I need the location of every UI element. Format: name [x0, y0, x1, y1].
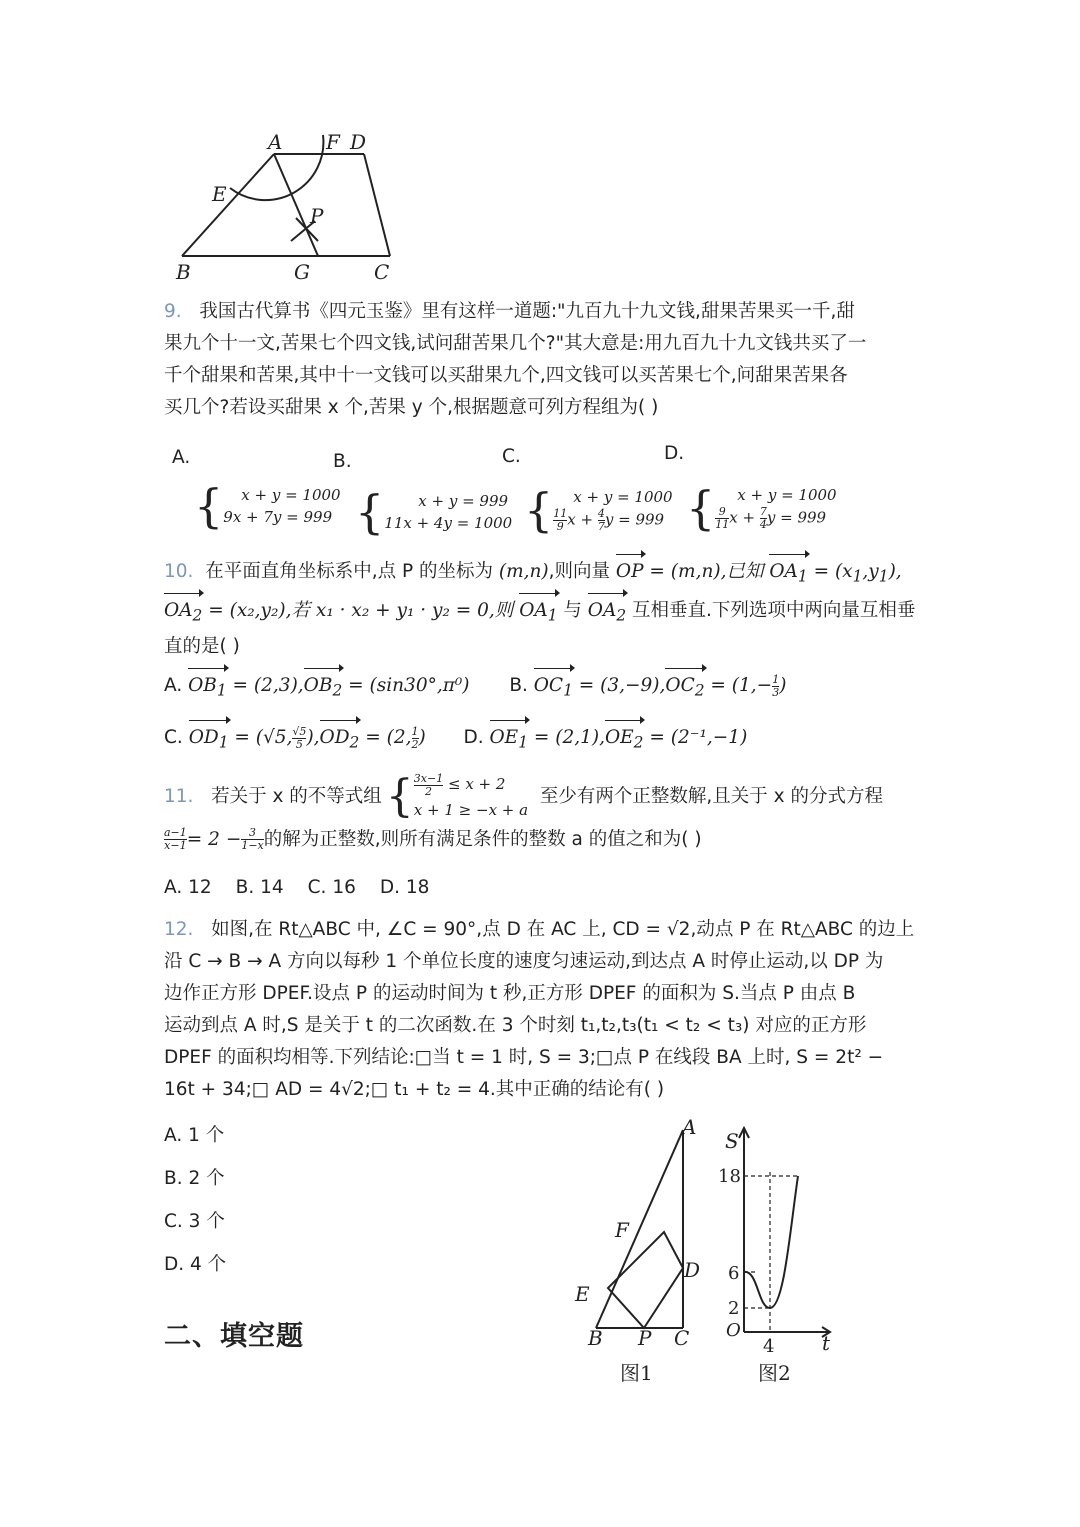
- equation: [553, 508, 672, 533]
- fig2-origin: O: [726, 1320, 741, 1341]
- fig2-tick-4: 4: [763, 1336, 775, 1357]
- vector-name: OA: [769, 561, 798, 582]
- q9-option-d-system: { x + y = 1000 $\frac{9}{11}$ x + $\frac{7}{4}$ y = 999: [686, 480, 837, 535]
- fig8-label-E: E: [212, 182, 227, 206]
- vector-name: OC: [533, 675, 564, 696]
- fraction-num: 7: [759, 505, 767, 518]
- text: 至少有两个正整数解,且关于 x 的分式方程: [539, 785, 883, 807]
- math: ): [779, 675, 787, 696]
- vector: [769, 556, 807, 593]
- fraction-den: 2: [414, 785, 443, 798]
- math: = (3,−9),: [572, 675, 666, 696]
- term: x +: [567, 510, 598, 529]
- q9-option-a-system: { x + y = 1000 9x + 7y = 999: [194, 479, 341, 533]
- q9-line: 我国古代算书《四元玉鉴》里有这样一道题:"九百九十九文钱,甜果苦果买一千,甜: [199, 301, 855, 322]
- subscript: 2: [192, 606, 203, 625]
- q12-option-b[interactable]: B. 2 个: [164, 1168, 225, 1189]
- subscript: 1: [218, 733, 229, 752]
- term: y = 999: [604, 510, 665, 529]
- fraction-den: 9: [553, 520, 567, 533]
- math: = (sin30°,π⁰): [342, 675, 470, 696]
- vector: [189, 722, 229, 759]
- question-9: [164, 296, 924, 424]
- fig1-label-A: A: [682, 1115, 697, 1139]
- fig1-label-C: C: [674, 1326, 690, 1350]
- fig2-tick-2: 2: [728, 1298, 740, 1319]
- vector: [665, 670, 704, 707]
- fig8-label-G: G: [294, 260, 310, 284]
- question-12: [164, 914, 924, 1106]
- fig8-label-D: D: [350, 130, 367, 154]
- math: ,y: [862, 561, 879, 582]
- fraction-num: a−1: [164, 826, 187, 839]
- fraction-den: x−1: [164, 839, 187, 852]
- q11-option-d[interactable]: D. 18: [379, 877, 430, 898]
- q12-option-a[interactable]: A. 1 个: [164, 1125, 225, 1146]
- term: y = 999: [766, 508, 827, 527]
- fraction-num: √5: [292, 724, 307, 738]
- vector-name: OC: [665, 675, 695, 696]
- vector: [519, 595, 557, 632]
- math: = (√5,: [228, 727, 293, 748]
- subscript: 2: [349, 733, 360, 752]
- subscript: 1: [852, 567, 863, 586]
- fraction-num: 1: [411, 724, 419, 738]
- q9-option-label-b: B.: [333, 451, 352, 472]
- math: = (m,n),已知: [643, 561, 770, 582]
- math: = (2,: [359, 727, 412, 748]
- fraction-num: 11: [553, 507, 568, 520]
- equation: [715, 506, 836, 531]
- vector-name: OE: [489, 727, 519, 748]
- fig8-label-F: F: [326, 130, 340, 154]
- math: = (x₂,y₂),若 x₁ · x₂ + y₁ · y₂ = 0,则: [202, 599, 520, 621]
- text: ,则向量: [548, 561, 616, 582]
- fig1-label-B: B: [588, 1326, 603, 1350]
- fig8-label-B: B: [176, 260, 191, 284]
- fraction-den: 2: [411, 737, 419, 751]
- q12-option-d[interactable]: D. 4 个: [164, 1254, 227, 1275]
- fig2-tick-18: 18: [718, 1166, 741, 1187]
- question-11: 11. 若关于 x 的不等式组 { $\frac{3x-1}{2}$ ≤ x + 2 x + 1 ≥ −x + a 至少有两个正整数解,且关于 x 的分式方程 $\frac{a-1}{x-1}$ = 2 − $\frac{3}{1-x}$ 的解为正整数,则所有满足条件的整数 a 的值之和为( ): [164, 772, 924, 856]
- vector: [188, 670, 227, 707]
- vector-name: OA: [164, 599, 193, 621]
- question-number: 12.: [164, 919, 194, 940]
- fig2-label-s: S: [725, 1129, 739, 1153]
- question-number: 10.: [164, 561, 194, 582]
- option-label: D.: [463, 727, 490, 748]
- question-number: 11.: [164, 785, 194, 807]
- vector: [304, 670, 343, 707]
- vector: [164, 595, 202, 632]
- q9-option-c-system: { x + y = 1000 $\frac{11}{9}$ x + $\frac{4}{7}$ y = 999: [524, 482, 673, 537]
- subscript: 2: [332, 681, 343, 700]
- vector: [490, 722, 528, 759]
- section-title: 二、填空题: [164, 1321, 304, 1352]
- equation: x + y = 1000: [241, 486, 341, 504]
- fig1-label-F: F: [615, 1218, 629, 1242]
- fig1-label-P: P: [638, 1326, 652, 1350]
- vector: OP: [616, 556, 644, 588]
- equation: x + y = 999: [418, 492, 509, 510]
- fraction-num: 3x−1: [413, 771, 444, 785]
- vector: [588, 595, 626, 632]
- inequality: x + 1 ≥ −x + a: [413, 800, 529, 819]
- fraction-num: 9: [718, 505, 726, 518]
- text: 互相垂直.下列选项中两向量互相垂: [626, 599, 916, 621]
- fig8-label-C: C: [374, 260, 390, 284]
- math: = (1,−: [704, 675, 773, 696]
- equation: 9x + 7y = 999: [223, 508, 333, 526]
- q12-line: 如图,在 Rt△ABC 中, ∠C = 90°,点 D 在 AC 上, CD = √2,动点 P 在 Rt△ABC 的边上: [211, 919, 915, 940]
- term: x +: [729, 508, 760, 527]
- subscript: 1: [878, 567, 889, 586]
- option-label: C.: [164, 727, 189, 748]
- math: ),: [888, 561, 902, 582]
- vector-name: OB: [303, 675, 333, 696]
- fig1-label-E: E: [575, 1282, 590, 1306]
- vector-name: OB: [188, 675, 217, 696]
- subscript: 1: [563, 681, 573, 700]
- math: = (2,3),: [226, 675, 304, 696]
- vector: [534, 670, 573, 707]
- fraction-den: 11: [715, 518, 730, 531]
- question-number: 9.: [164, 301, 182, 322]
- text: 若关于 x 的不等式组: [211, 785, 382, 807]
- q12-line: 运动到点 A 时,S 是关于 t 的二次函数.在 3 个时刻 t₁,t₂,t₃(t₁ < t₂ < t₃) 对应的正方形: [164, 1015, 867, 1036]
- vector: [605, 722, 643, 759]
- q9-option-label-c: C.: [502, 446, 521, 467]
- q9-option-label-d: D.: [664, 443, 685, 464]
- math: = (2⁻¹,−1): [643, 727, 748, 748]
- equation: 11x + 4y = 1000: [384, 514, 513, 532]
- fraction-num: 4: [597, 507, 605, 520]
- vector-name: OA: [519, 599, 548, 621]
- fraction-num: 1: [772, 672, 780, 686]
- vector-name: OA: [587, 599, 617, 621]
- fraction-num: 3: [249, 826, 257, 839]
- fraction-den: 3: [772, 685, 780, 699]
- figure-caption: 图1: [620, 1361, 653, 1385]
- q11-option-a[interactable]: A. 12: [164, 877, 212, 898]
- equation: x + y = 1000: [573, 488, 673, 506]
- q9-option-b-system: { x + y = 999 11x + 4y = 1000: [355, 485, 513, 539]
- subscript: 1: [547, 606, 558, 625]
- q12-option-c[interactable]: C. 3 个: [164, 1211, 225, 1232]
- q9-line: 果九个十一文,苦果七个四文钱,试问甜苦果几个?"其大意是:用九百九十九文钱共买了一: [164, 333, 867, 354]
- question-10: [164, 556, 924, 663]
- math: = 2 −: [186, 828, 242, 850]
- q12-line: 沿 C → B → A 方向以每秒 1 个单位长度的速度匀速运动,到达点 A 时停止运动,以 DP 为: [164, 951, 884, 972]
- fraction-den: 1−x: [241, 839, 264, 852]
- equation: x + y = 1000: [737, 486, 837, 504]
- inequality: ≤ x + 2: [443, 775, 506, 793]
- q9-line: 千个甜果和苦果,其中十一文钱可以买甜果九个,四文钱可以买苦果七个,问甜果苦果各: [164, 365, 848, 386]
- option-label: A.: [164, 675, 189, 696]
- subscript: 2: [616, 606, 627, 625]
- vector: [320, 722, 360, 759]
- math: ),: [306, 727, 320, 748]
- subscript: 1: [518, 733, 528, 752]
- subscript: 2: [694, 681, 705, 700]
- option-label: B.: [509, 675, 534, 696]
- text: 的解为正整数,则所有满足条件的整数 a 的值之和为( ): [263, 828, 702, 850]
- trapezoid-figure: [168, 125, 408, 290]
- text: 在平面直角坐标系中,点 P 的坐标为: [205, 561, 499, 582]
- math: = (2,1),: [528, 727, 605, 748]
- subscript: 1: [797, 567, 808, 586]
- q10-options-row-2: [164, 722, 924, 759]
- vector-name: OD: [319, 727, 350, 748]
- fig8-label-A: A: [268, 130, 283, 154]
- subscript: 2: [633, 733, 644, 752]
- figure-caption: 图2: [758, 1361, 791, 1385]
- fig2-label-t: t: [822, 1331, 831, 1355]
- fraction-den: 5: [292, 738, 306, 751]
- q11-option-c[interactable]: C. 16: [307, 877, 356, 898]
- q9-option-label-a: A.: [172, 447, 191, 468]
- math: = (x: [807, 561, 853, 582]
- q9-line: 买几个?若设买甜果 x 个,苦果 y 个,根据题意可列方程组为( ): [164, 397, 659, 418]
- q10-options-row-1: [164, 670, 924, 707]
- q11-option-b[interactable]: B. 14: [235, 877, 284, 898]
- q11-options: [164, 872, 564, 904]
- fraction-den: 4: [759, 518, 767, 531]
- vector-name: OE: [605, 727, 634, 748]
- figure-2: [718, 1120, 848, 1390]
- fraction-den: 7: [597, 520, 605, 533]
- subscript: 1: [216, 681, 227, 700]
- fig8-label-P: P: [310, 204, 324, 228]
- q10-line: 直的是( ): [164, 636, 240, 658]
- q12-line: 16t + 34;□ AD = 4√2;□ t₁ + t₂ = 4.其中正确的结论有( ): [164, 1079, 665, 1100]
- math: ): [418, 727, 426, 748]
- fig2-tick-6: 6: [728, 1263, 740, 1284]
- math: (m,n): [498, 561, 549, 582]
- q12-line: DPEF 的面积均相等.下列结论:□当 t = 1 时, S = 3;□点 P 在线段 BA 上时, S = 2t² −: [164, 1047, 884, 1068]
- text: 与: [557, 599, 588, 621]
- figure-1: [568, 1110, 718, 1390]
- fig1-label-D: D: [684, 1258, 701, 1282]
- q12-line: 边作正方形 DPEF.设点 P 的运动时间为 t 秒,正方形 DPEF 的面积为 S.当点 P 由点 B: [164, 983, 856, 1004]
- vector-name: OD: [188, 727, 219, 748]
